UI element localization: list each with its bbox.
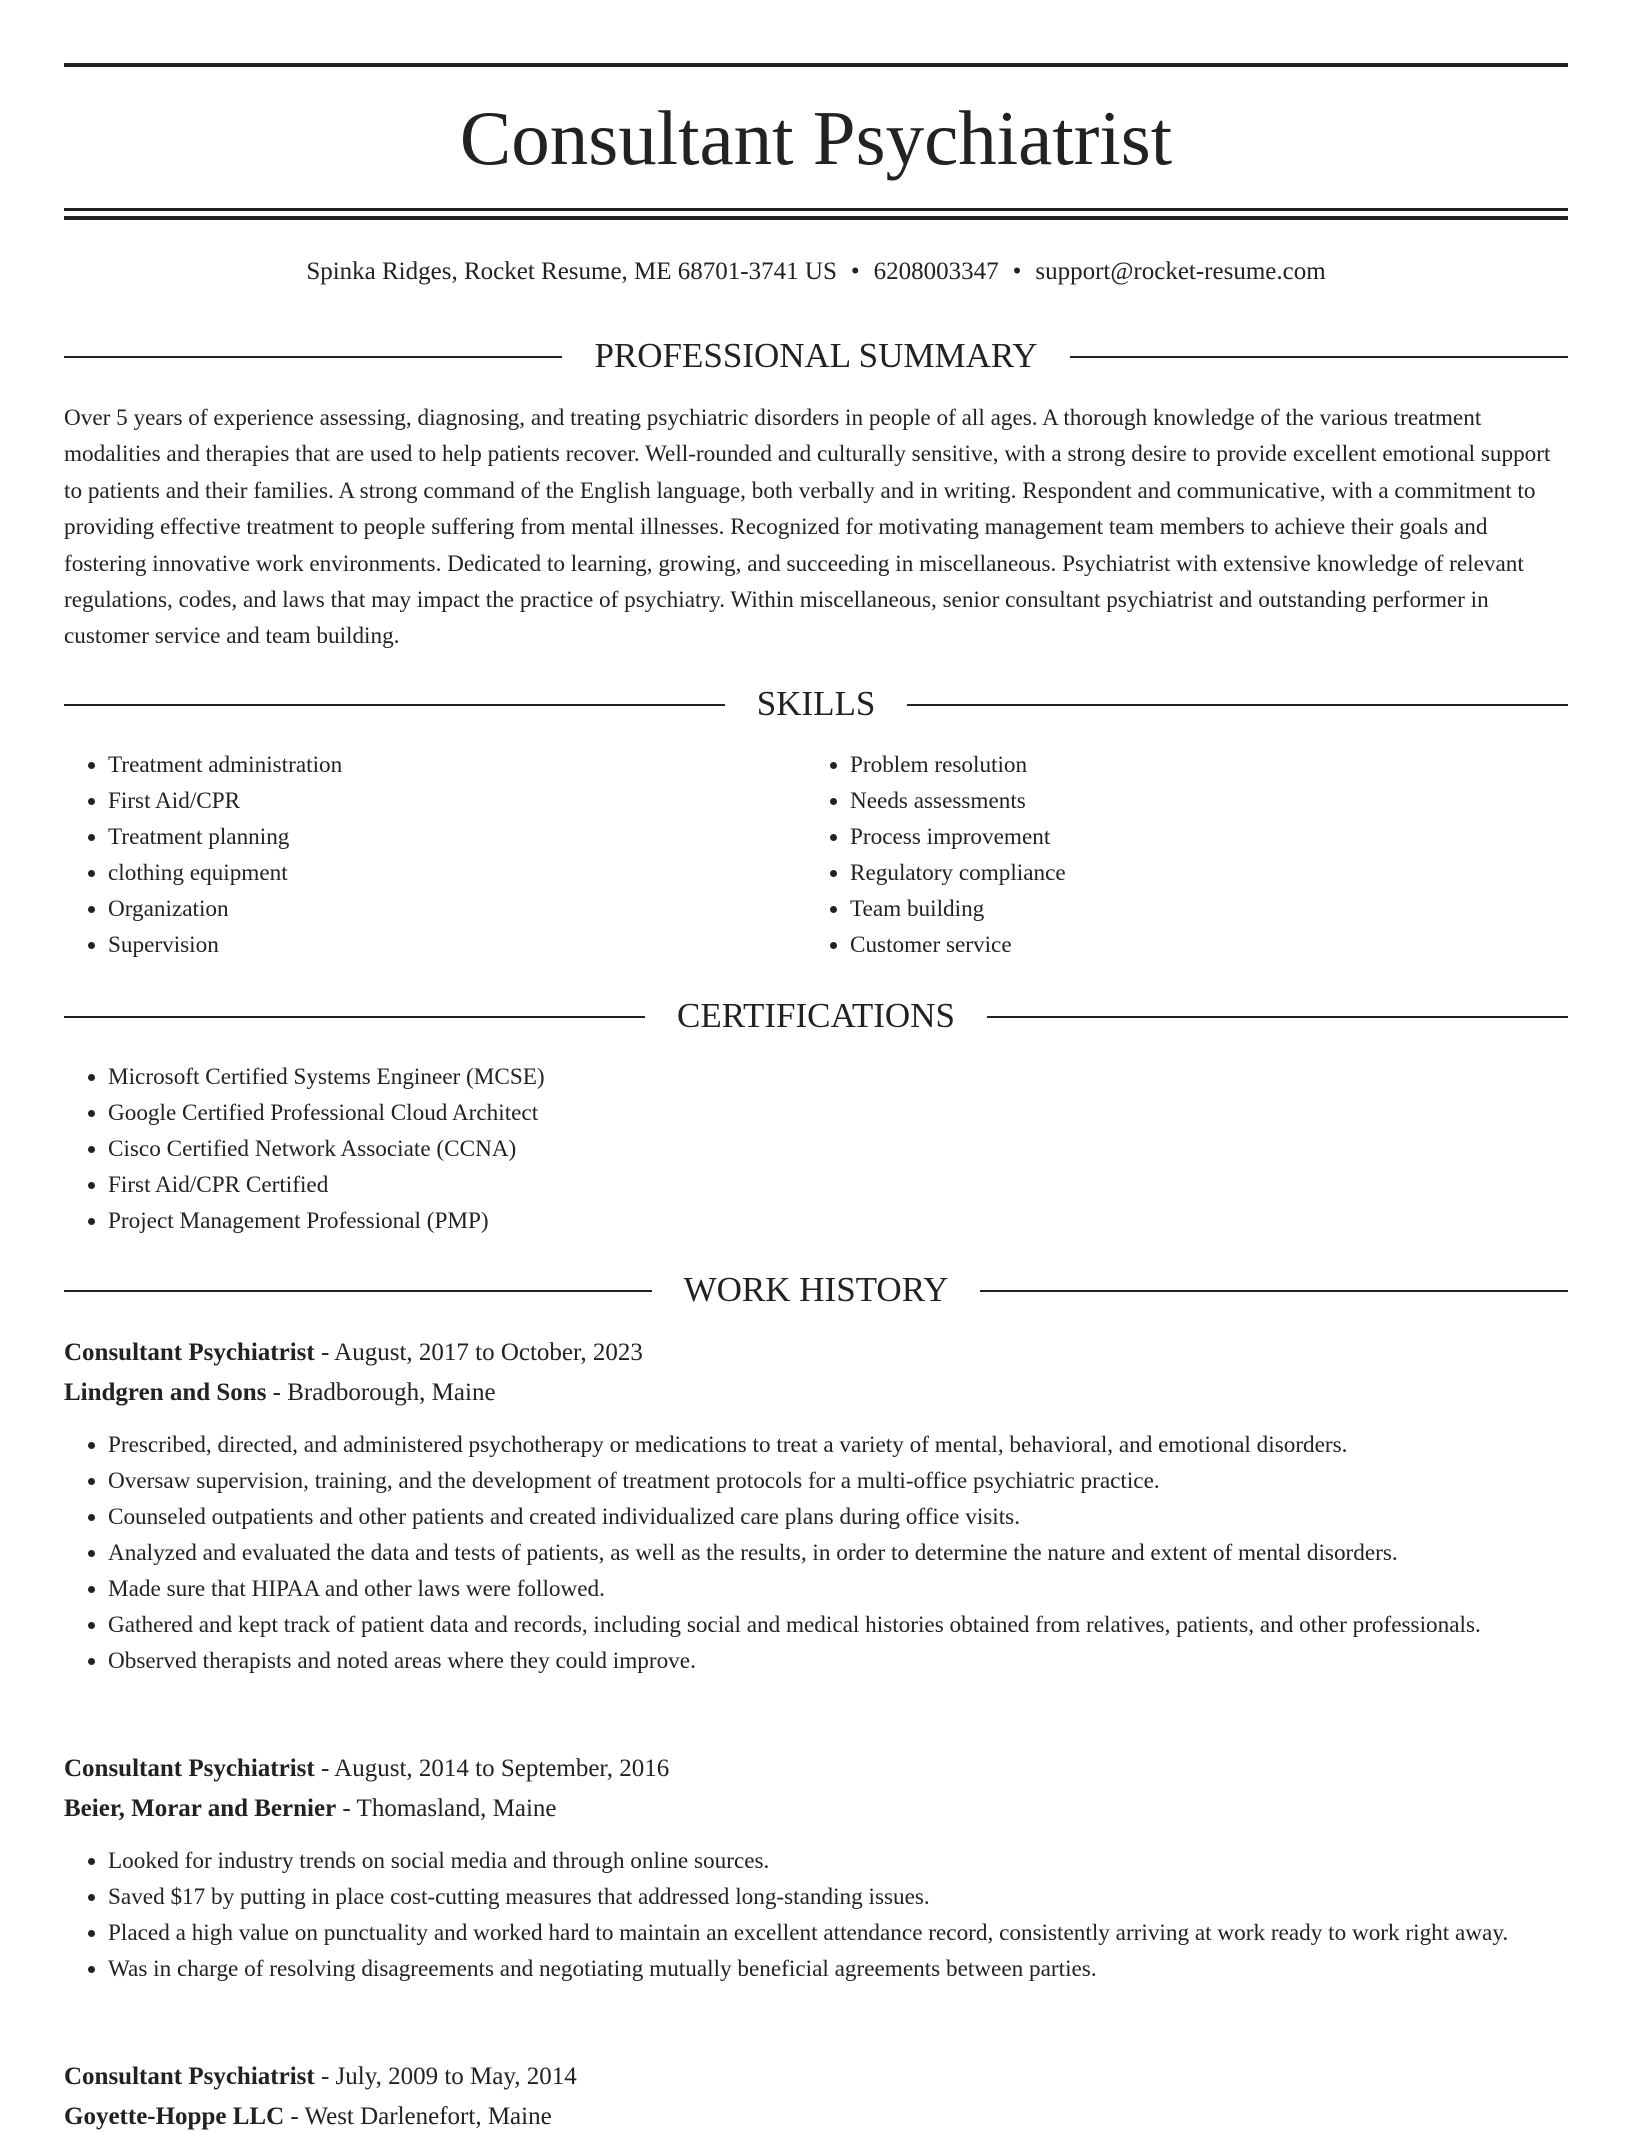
job-duty-item: • Was in charge of resolving disagreements and negotiating mutually beneficial agreements between parties. [108, 1951, 1568, 1987]
contact-address: Spinka Ridges, Rocket Resume, ME 68701-3741 US [306, 258, 837, 285]
job-location: - West Darlenefort, Maine [284, 2103, 552, 2130]
job-duty-item: • Placed a high value on punctuality and worked hard to maintain an excellent attendance record, consistently arriving at work ready to work right away. [108, 1915, 1568, 1951]
resume-title: Consultant Psychiatrist [459, 95, 1173, 181]
skill-item: • Problem resolution [850, 747, 1550, 783]
skill-item: • clothing equipment [108, 855, 808, 891]
job-duty-item: • Made sure that HIPAA and other laws were followed. [108, 1571, 1568, 1607]
skill-item: • Treatment administration [108, 747, 808, 783]
job-title-line [64, 1335, 1568, 1371]
skill-item: • Supervision [108, 927, 808, 963]
header-double-rule [64, 208, 1568, 220]
certification-item: • Google Certified Professional Cloud Architect [108, 1095, 1568, 1131]
skills-list-right [806, 747, 1550, 963]
certification-item: • First Aid/CPR Certified [108, 1167, 1568, 1203]
section-heading-work-history [64, 1270, 1568, 1310]
certification-item: • Project Management Professional (PMP) [108, 1203, 1568, 1239]
contact-line [64, 254, 1568, 290]
job-company-line [64, 1375, 1568, 1411]
job-title: Consultant Psychiatrist [64, 1755, 315, 1782]
job-company-line [64, 2099, 1568, 2135]
header-top-rule [64, 63, 1568, 67]
certification-item: • Cisco Certified Network Associate (CCNA) [108, 1131, 1568, 1167]
skill-item: • Regulatory compliance [850, 855, 1550, 891]
job-duty-item: • Analyzed and evaluated the data and tests of patients, as well as the results, in order to determine the nature and extent of mental disorders. [108, 1535, 1568, 1571]
job-duty-item: • Counseled outpatients and other patients and created individualized care plans during office visits. [108, 1499, 1568, 1535]
section-heading-certifications [64, 996, 1568, 1036]
contact-separator: • [1012, 258, 1022, 285]
section-heading-label: PROFESSIONAL SUMMARY [562, 336, 1069, 376]
job-title-line [64, 1751, 1568, 1787]
job-dates: - August, 2017 to October, 2023 [314, 1339, 643, 1366]
contact-phone[interactable]: 6208003347 [873, 258, 999, 285]
job-duty-item: • Oversaw supervision, training, and the development of treatment protocols for a multi-office psychiatric practice. [108, 1463, 1568, 1499]
skill-item: • Customer service [850, 927, 1550, 963]
job-location: - Bradborough, Maine [266, 1379, 496, 1406]
certification-item: • Microsoft Certified Systems Engineer (MCSE) [108, 1059, 1568, 1095]
job-company-line [64, 1791, 1568, 1827]
job-duty-item: • Observed therapists and noted areas where they could improve. [108, 1643, 1568, 1679]
summary-text: Over 5 years of experience assessing, diagnosing, and treating psychiatric disorders in people of all ages. A thorough knowledge of the various treatment modalities and therapies that are used to help patients recover. Well-rounded and culturally sensitive, with a strong desire to provide excellent emotional support to patients and their families. A strong command of the English language, both verbally and in writing. Respondent and communicative, with a commitment to providing effective treatment to people suffering from mental illnesses. Recognized for motivating management team members to achieve their goals and fostering innovative work environments. Dedicated to learning, growing, and succeeding in miscellaneous. Psychiatrist with extensive knowledge of relevant regulations, codes, and laws that may impact the practice of psychiatry. Within miscellaneous, senior consultant psychiatrist and outstanding performer in customer service and team building. [64, 405, 1551, 650]
section-heading-label: SKILLS [725, 684, 908, 724]
job-title-line [64, 2059, 1568, 2095]
job-company: Beier, Morar and Bernier [64, 1795, 337, 1822]
job-duty-item: • Saved $17 by putting in place cost-cutting measures that addressed long-standing issues. [108, 1879, 1568, 1915]
section-heading-summary [64, 336, 1568, 376]
contact-email[interactable]: support@rocket-resume.com [1035, 258, 1326, 285]
job-duties-list [64, 1427, 1568, 1679]
job-title: Consultant Psychiatrist [64, 2063, 315, 2090]
skill-item: • First Aid/CPR [108, 783, 808, 819]
skill-item: • Needs assessments [850, 783, 1550, 819]
job-company: Lindgren and Sons [64, 1379, 267, 1406]
job-duties-list [64, 1843, 1568, 1987]
skill-item: • Organization [108, 891, 808, 927]
job-duty-item: • Gathered and kept track of patient data and records, including social and medical histories obtained from relatives, patients, and other professionals. [108, 1607, 1568, 1643]
job-duty-item: • Looked for industry trends on social media and through online sources. [108, 1843, 1568, 1879]
job-duty-item: • Prescribed, directed, and administered psychotherapy or medications to treat a variety of mental, behavioral, and emotional disorders. [108, 1427, 1568, 1463]
job-location: - Thomasland, Maine [336, 1795, 557, 1822]
contact-separator: • [850, 258, 860, 285]
job-dates: - July, 2009 to May, 2014 [314, 2063, 577, 2090]
job-dates: - August, 2014 to September, 2016 [314, 1755, 670, 1782]
section-heading-skills [64, 684, 1568, 724]
skills-list-left [64, 747, 808, 963]
skill-item: • Team building [850, 891, 1550, 927]
certifications-list [64, 1059, 1568, 1239]
job-title: Consultant Psychiatrist [64, 1339, 315, 1366]
section-heading-label: WORK HISTORY [652, 1270, 981, 1310]
skill-item: • Treatment planning [108, 819, 808, 855]
skill-item: • Process improvement [850, 819, 1550, 855]
job-company: Goyette-Hoppe LLC [64, 2103, 285, 2130]
section-heading-label: CERTIFICATIONS [645, 996, 987, 1036]
